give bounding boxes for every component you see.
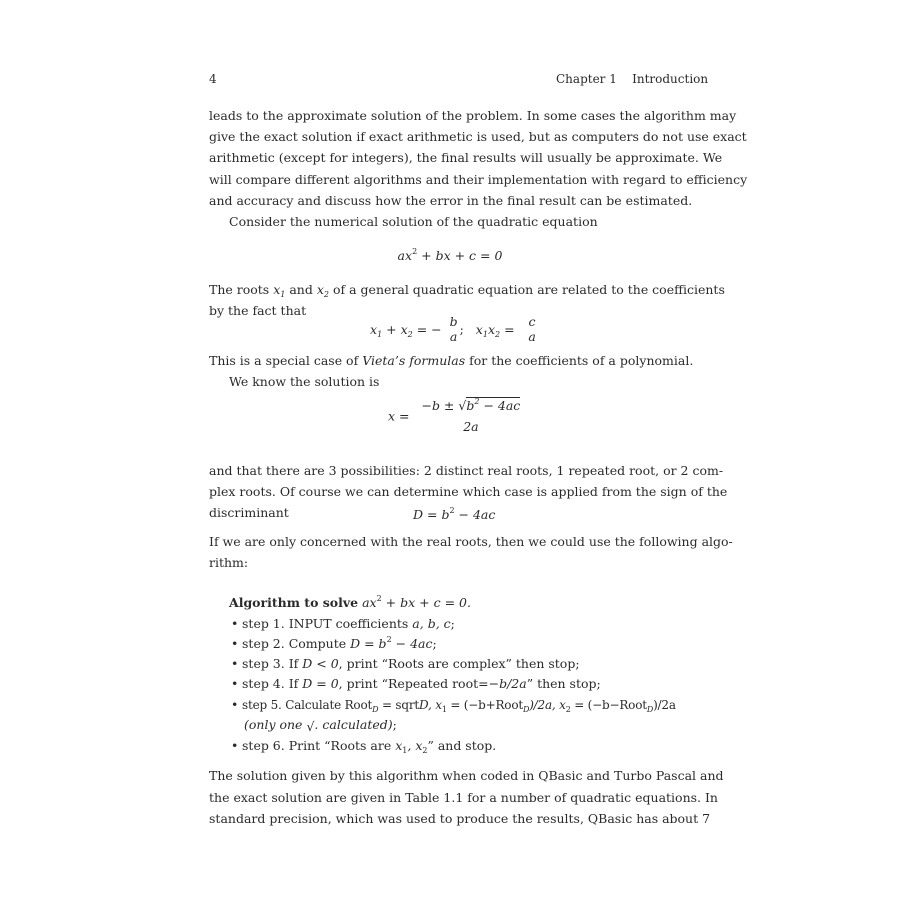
frac-denominator: 2a — [463, 419, 479, 434]
bullet: • — [231, 676, 239, 691]
paragraph-line — [209, 353, 692, 369]
algorithm-title: Algorithm to solve $ax^2$ + bx + c = 0. — [229, 594, 471, 610]
step-text: step 4. If — [242, 676, 303, 691]
text: and — [289, 282, 313, 297]
eq-term: −b ± √ — [421, 398, 467, 413]
paragraph-line: The solution given by this algorithm when coded in QBasic and Turbo Pascal and — [209, 768, 724, 783]
step-text: , print “Roots are complex” then stop; — [338, 656, 580, 671]
text: of a general quadratic equation are related to the coefficients — [333, 282, 725, 297]
step-math: D = 0 — [302, 676, 339, 691]
paragraph-line: leads to the approximate solution of the problem. In some cases the algorithm may — [209, 108, 737, 123]
eq-term: x — [475, 321, 483, 337]
paragraph-line — [209, 282, 725, 299]
paragraph-line: arithmetic (except for integers), the final results will usually be approximate. We — [209, 150, 723, 165]
eq-term: + bx + c = 0 — [417, 248, 503, 263]
eq-term: ax — [362, 595, 377, 610]
section-label: Introduction — [632, 72, 709, 86]
frac-numerator: $-b \pm √b^2 - 4ac$ — [421, 397, 521, 413]
eq-term: = − — [412, 321, 442, 337]
equation-vieta: $x_1 + x_2$ = − b a ; $x_1x_2$ = c a — [370, 314, 536, 344]
emphasis: Vieta’s formulas — [362, 353, 466, 368]
step-text: ; — [432, 636, 437, 651]
step-text: = sqrt — [378, 698, 420, 712]
eq-term: − 4ac — [454, 507, 496, 522]
paragraph-line: We know the solution is — [229, 374, 380, 389]
step-text: )/2a — [653, 698, 676, 712]
bullet: • — [231, 697, 239, 712]
step-math: a, b, c — [412, 616, 451, 631]
algorithm-step: step 6. Print “Roots are $x_1$, $x_2$” and stop. — [242, 738, 497, 755]
paragraph-line: and that there are 3 possibilities: 2 distinct real roots, 1 repeated root, or 2 com- — [209, 463, 724, 478]
step-text: = (−b+Root — [446, 698, 523, 712]
paragraph-line: will compare different algorithms and their implementation with regard to efficiency — [209, 172, 748, 187]
algorithm-step: step 5. Calculate Root$_D$ = sqrtD, $x_1$ = (−b+Root$_D$)/2a, $x_2$ = (−b−Root$_D$)/2a — [242, 698, 676, 714]
bullet: • — [231, 656, 239, 671]
paragraph-line: standard precision, which was used to produce the results, QBasic has about 7 — [209, 811, 711, 826]
algorithm-step: step 2. Compute $D = b^2 - 4ac$; — [242, 635, 437, 651]
step-text: step 6. Print “Roots are — [242, 738, 396, 753]
step-text: ” and stop. — [427, 738, 497, 753]
eq-term: − 4ac — [479, 398, 521, 413]
eq-term: b — [466, 398, 475, 413]
text: The roots — [209, 282, 270, 297]
paragraph-line: and accuracy and discuss how the error in the final result can be estimated. — [209, 193, 693, 208]
step-text: = (−b−Root — [570, 698, 647, 712]
var-x1: $x_1$ — [273, 282, 286, 299]
frac-denominator: a — [528, 329, 536, 344]
eq-term: D = b — [413, 507, 450, 522]
step-text: step 5. Calculate Root — [242, 698, 373, 712]
algorithm-step — [242, 656, 580, 672]
paragraph-line: give the exact solution if exact arithmetic is used, but as computers do not use exact — [209, 129, 747, 144]
algorithm-step — [242, 616, 455, 632]
algorithm-step — [242, 676, 601, 692]
eq-term: x — [370, 321, 378, 337]
step-math: x — [395, 738, 403, 753]
step-math: , x — [407, 738, 423, 753]
eq-term: + bx + c = 0. — [381, 595, 471, 610]
paragraph-line: Consider the numerical solution of the quadratic equation — [229, 214, 598, 229]
step-math: −b/2a — [488, 676, 527, 691]
paragraph-line: the exact solution are given in Table 1.1 for a number of quadratic equations. In — [209, 790, 718, 805]
step-math: D — [419, 698, 429, 712]
step-math: D = b — [350, 636, 387, 651]
equation-solution — [388, 398, 522, 434]
paragraph-line: rithm: — [209, 555, 249, 570]
bullet: • — [231, 616, 239, 631]
step-text: step 3. If — [242, 656, 303, 671]
running-header — [556, 72, 708, 86]
paragraph-line: If we are only concerned with the real roots, then we could use the following algo- — [209, 534, 733, 549]
eq-exponent: 2 — [412, 247, 418, 256]
equation-discriminant: $D = b^2 - 4ac$ — [413, 506, 496, 522]
frac-numerator: b — [449, 314, 458, 329]
frac-denominator: a — [449, 329, 458, 344]
bullet: • — [231, 738, 239, 753]
step-text: ” then stop; — [526, 676, 601, 691]
step-math: , x — [428, 698, 442, 712]
bullet: • — [231, 636, 239, 651]
step-text: ; — [392, 717, 397, 732]
step-math: D < 0 — [302, 656, 339, 671]
algorithm-step-continuation — [244, 717, 397, 735]
step-text: ; — [450, 616, 455, 631]
step-math: − 4ac — [391, 636, 433, 651]
algorithm-title-bold: Algorithm to solve — [229, 595, 359, 610]
step-text: step 1. INPUT coefficients — [242, 616, 413, 631]
paragraph-line: plex roots. Of course we can determine which case is applied from the sign of the — [209, 484, 728, 499]
text: This is a special case of — [209, 353, 363, 368]
var-x2: $x_2$ — [316, 282, 330, 299]
step-text: (only one — [244, 717, 303, 732]
eq-term: x — [400, 321, 408, 337]
paragraph-line: by the fact that — [209, 303, 307, 318]
paragraph-line: discriminant — [209, 505, 289, 520]
chapter-label: Chapter 1 — [556, 72, 617, 86]
step-math: )/2a, x — [529, 698, 566, 712]
page-number: 4 — [209, 72, 217, 86]
step-subscript: D — [372, 705, 379, 714]
equation-quadratic — [0, 248, 900, 263]
eq-lhs: x = — [388, 408, 410, 424]
step-text: step 2. Compute — [242, 636, 351, 651]
text: for the coefficients of a polynomial. — [465, 353, 694, 368]
step-text: . calculated) — [314, 717, 393, 732]
step-text: , print “Repeated root= — [338, 676, 489, 691]
sqrt-symbol: √ — [306, 719, 315, 734]
frac-numerator: c — [528, 314, 536, 329]
eq-term: ax — [397, 248, 413, 263]
separator: ; — [459, 321, 464, 337]
